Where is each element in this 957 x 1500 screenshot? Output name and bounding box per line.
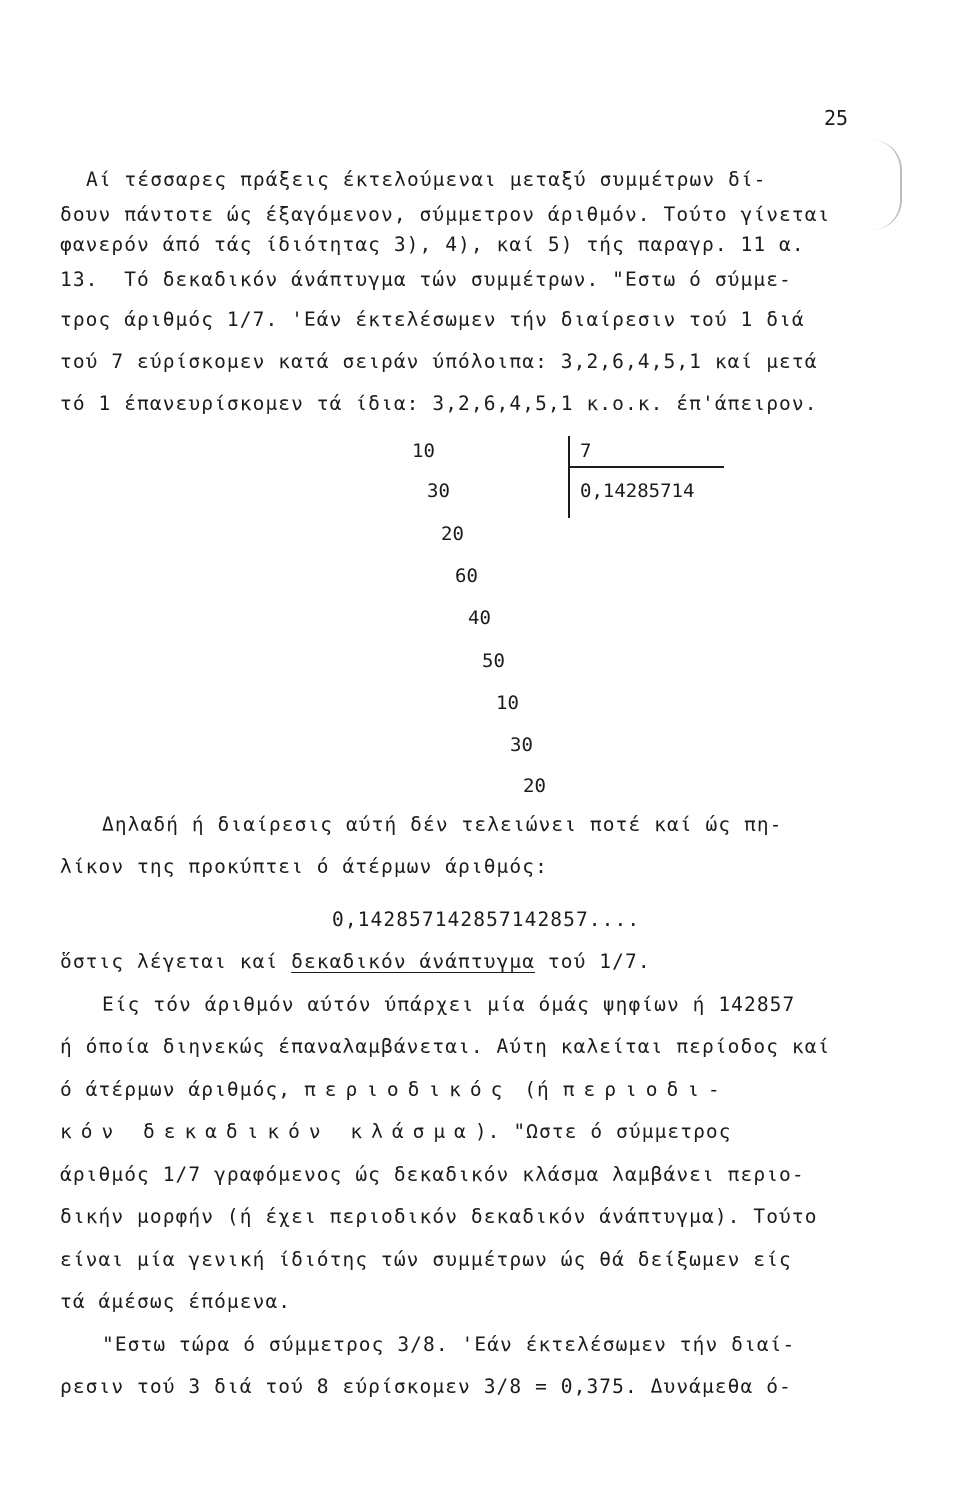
text-line: Aί τέσσαρες πράξεις έκτελούμεναι μεταξύ συμμέτρων δί- xyxy=(86,168,767,191)
text-line: ό άτέρμων άριθμός, περιοδικός (ή περιοδι- xyxy=(60,1078,729,1101)
division-quotient: 0,14285714 xyxy=(580,480,695,502)
text-line: τό 1 έπανευρίσκομεν τά ίδια: 3,2,6,4,5,1 κ.ο.κ. έπ'άπειρον. xyxy=(60,392,818,415)
division-divisor: 7 xyxy=(580,440,592,462)
text-line: Είς τόν άριθμόν αύτόν ύπάρχει μία όμάς ψηφίων ή 142857 xyxy=(102,993,796,1016)
spaced-term: περιοδικός xyxy=(303,1078,512,1101)
text-line: λίκον της προκύπτει ό άτέρμων άριθμός: xyxy=(60,855,548,878)
margin-pencil-mark xyxy=(872,140,902,230)
division-vertical-rule xyxy=(568,436,570,518)
text-line: κόν δεκαδικόν κλάσμα). "Ωστε ό σύμμετρος xyxy=(60,1120,732,1143)
text-line: "Εστω τώρα ό σύμμετρος 3/8. 'Εάν έκτελέσωμεν τήν διαί- xyxy=(102,1333,796,1356)
division-remainder: 10 xyxy=(412,440,435,462)
text-line: δουν πάντοτε ώς έξαγόμενον, σύμμετρον άριθμόν. Τούτο γίνεται xyxy=(60,203,831,226)
text-line: Δηλαδή ή διαίρεσις αύτή δέν τελειώνει ποτέ καί ώς πη- xyxy=(102,813,783,836)
division-remainder: 20 xyxy=(441,523,464,545)
spaced-term: κόν δεκαδικόν κλάσμα xyxy=(60,1120,475,1143)
text-line: δικήν μορφήν (ή έχει περιοδικόν δεκαδικόν άνάπτυγμα). Τούτο xyxy=(60,1205,818,1228)
division-remainder: 40 xyxy=(468,607,491,629)
page-number: 25 xyxy=(824,106,849,130)
text-line: ρεσιν τού 3 διά τού 8 εύρίσκομεν 3/8 = 0,375. Δυνάμεθα ό- xyxy=(60,1375,792,1398)
underlined-term: δεκαδικόν άνάπτυγμα xyxy=(291,950,536,973)
text-line: είναι μία γενική ίδιότης τών συμμέτρων ώς θά δείξωμεν είς xyxy=(60,1248,792,1271)
text-line: τρος άριθμός 1/7. 'Εάν έκτελέσωμεν τήν διαίρεσιν τού 1 διά xyxy=(60,308,805,331)
division-remainder: 20 xyxy=(523,775,546,797)
division-remainder: 60 xyxy=(455,565,478,587)
text-line: τά άμέσως έπόμενα. xyxy=(60,1290,292,1313)
text-line: ή όποία διηνεκώς έπαναλαμβάνεται. Αύτη καλείται περίοδος καί xyxy=(60,1035,831,1058)
spaced-term: περιοδι- xyxy=(562,1078,729,1101)
division-remainder: 10 xyxy=(496,692,519,714)
text-line: άριθμός 1/7 γραφόμενος ώς δεκαδικόν κλάσμα λαμβάνει περιο- xyxy=(60,1163,805,1186)
text-line: ὅστις λέγεται καί δεκαδικόν άνάπτυγμα τού 1/7. xyxy=(60,950,651,973)
division-remainder: 30 xyxy=(427,480,450,502)
section-heading-line: 13. Τό δεκαδικόν άνάπτυγμα τών συμμέτρων. "Εστω ό σύμμε- xyxy=(60,268,792,291)
division-remainder: 30 xyxy=(510,734,533,756)
division-horizontal-rule xyxy=(568,466,724,468)
text-line: φανερόν άπό τάς ίδιότητας 3), 4), καί 5) τής παραγρ. 11 α. xyxy=(60,233,805,256)
repeating-decimal: 0,142857142857142857.... xyxy=(332,908,641,931)
division-remainder: 50 xyxy=(482,650,505,672)
text-line: τού 7 εύρίσκομεν κατά σειράν ύπόλοιπα: 3,2,6,4,5,1 καί μετά xyxy=(60,350,818,373)
